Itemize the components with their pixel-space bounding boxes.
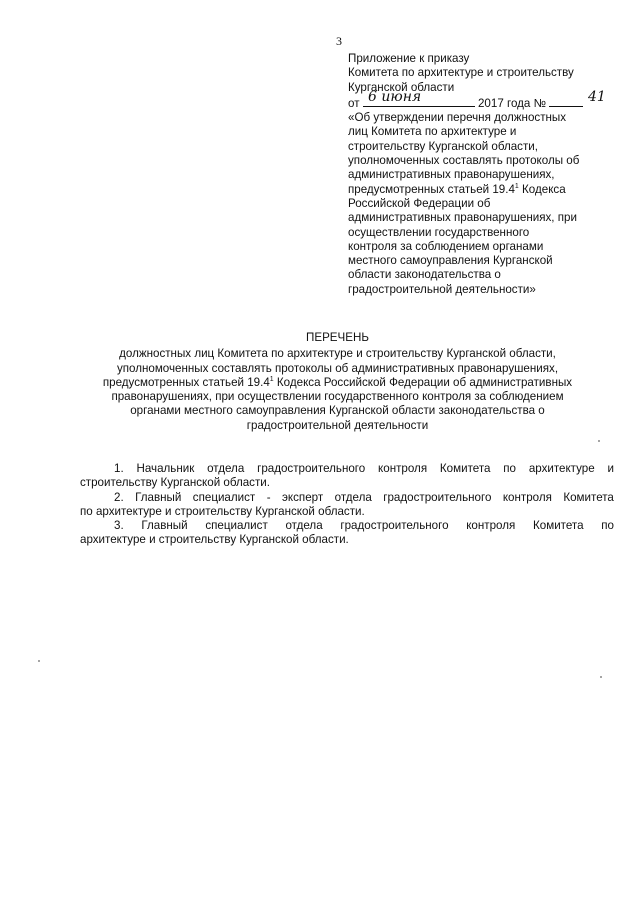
- heading-line: градостроительной деятельности: [246, 418, 429, 432]
- officials-list: [80, 462, 614, 548]
- date-prefix: от: [348, 96, 360, 110]
- heading-title: ПЕРЕЧЕНЬ: [306, 331, 369, 344]
- list-item: [80, 462, 614, 491]
- list-item-continuation: строительству Курганской области.: [80, 476, 270, 490]
- subject-line: лиц Комитета по архитектуре и: [348, 125, 517, 139]
- handwritten-number: 41: [588, 88, 606, 105]
- heading-line: правонарушениях, при осуществлении государственного контроля за соблюдением: [111, 390, 564, 404]
- appendix-block: [348, 52, 618, 297]
- number-underline: [549, 95, 583, 107]
- list-item-continuation: архитектуре и строительству Курганской области.: [80, 533, 349, 547]
- list-item-first-line: [114, 519, 614, 533]
- list-item-first-line: [114, 462, 614, 476]
- subject-line: области законодательства о: [348, 268, 501, 282]
- subject-line: административных правонарушениях, при: [348, 211, 577, 225]
- scan-speck: [600, 676, 602, 678]
- superscript: 1: [269, 375, 274, 383]
- list-item-word: специалист: [205, 519, 268, 533]
- subject-line: осуществлении государственного: [348, 225, 530, 239]
- superscript: 1: [514, 182, 519, 190]
- list-item-word: Комитета: [563, 490, 614, 504]
- list-item-word: 1.: [114, 462, 124, 475]
- subject-line: «Об утверждении перечня должностных: [348, 111, 567, 125]
- subject-line: административных правонарушениях,: [348, 168, 555, 182]
- list-item-word: Комитета: [439, 462, 491, 475]
- handwritten-date: 6 июня: [368, 88, 422, 105]
- subject-line: Российской Федерации об: [348, 196, 491, 210]
- list-item-word: специалист: [192, 490, 256, 504]
- list-item-first-line: [114, 491, 614, 505]
- list-item-word: градостроительного: [383, 490, 492, 504]
- list-item-word: 2.: [114, 490, 124, 504]
- list-item-word: по: [503, 462, 516, 475]
- list-item-word: Начальник: [136, 462, 195, 475]
- heading-line: [60, 376, 615, 390]
- page-number: 3: [336, 34, 342, 48]
- list-item-word: архитектуре: [528, 462, 595, 475]
- heading-text: предусмотренных статьей 19.4: [102, 375, 270, 389]
- list-item-word: градостроительного: [340, 519, 449, 533]
- date-year: 2017 года №: [477, 96, 547, 110]
- list-item-word: по: [601, 519, 614, 533]
- order-date-line: [348, 88, 618, 111]
- list-item-word: Главный: [135, 490, 182, 504]
- list-item: [80, 519, 614, 548]
- heading-text: Кодекса Российской Федерации об административных: [273, 375, 573, 389]
- subject-line: контроля за соблюдением органами: [348, 239, 544, 253]
- appendix-line: Комитета по архитектуре и строительству: [348, 66, 574, 80]
- subject-text: Кодекса: [518, 182, 566, 196]
- appendix-line: Приложение к приказу: [348, 52, 470, 65]
- list-item-word: -: [266, 490, 271, 504]
- list-item-word: контроля: [378, 462, 428, 475]
- list-item-word: Главный: [141, 519, 188, 533]
- list-item-word: эксперт: [282, 490, 324, 504]
- order-subject: [348, 111, 618, 297]
- heading-line: уполномоченных составлять протоколы об административных правонарушениях,: [116, 361, 559, 375]
- list-item-word: градостроительного: [257, 462, 366, 475]
- list-item-continuation: по архитектуре и строительству Курганской области.: [80, 504, 365, 518]
- heading-line: органами местного самоуправления Курганской области законодательства о: [130, 404, 545, 418]
- appendix-line: Курганской области: [348, 80, 455, 94]
- scan-speck: [38, 660, 40, 662]
- heading-line: должностных лиц Комитета по архитектуре и строительству Курганской области,: [119, 347, 556, 361]
- subject-line: местного самоуправления Курганской: [348, 254, 553, 268]
- list-item: [80, 491, 614, 520]
- subject-line: [348, 183, 618, 197]
- subject-text: предусмотренных статьей 19.4: [348, 182, 515, 196]
- list-item-word: 3.: [114, 519, 124, 533]
- list-item-word: контроля: [466, 519, 516, 533]
- list-item-word: Комитета: [533, 519, 584, 533]
- scan-speck: [598, 440, 600, 442]
- list-item-word: контроля: [502, 490, 552, 504]
- list-item-word: отдела: [207, 462, 245, 475]
- subject-line: градостроительной деятельности»: [348, 282, 536, 296]
- list-item-word: отдела: [334, 490, 372, 504]
- subject-line: строительству Курганской области,: [348, 139, 538, 153]
- list-item-word: и: [607, 462, 614, 475]
- list-heading: [60, 331, 615, 433]
- subject-line: уполномоченных составлять протоколы об: [348, 154, 580, 168]
- list-item-word: отдела: [285, 519, 323, 533]
